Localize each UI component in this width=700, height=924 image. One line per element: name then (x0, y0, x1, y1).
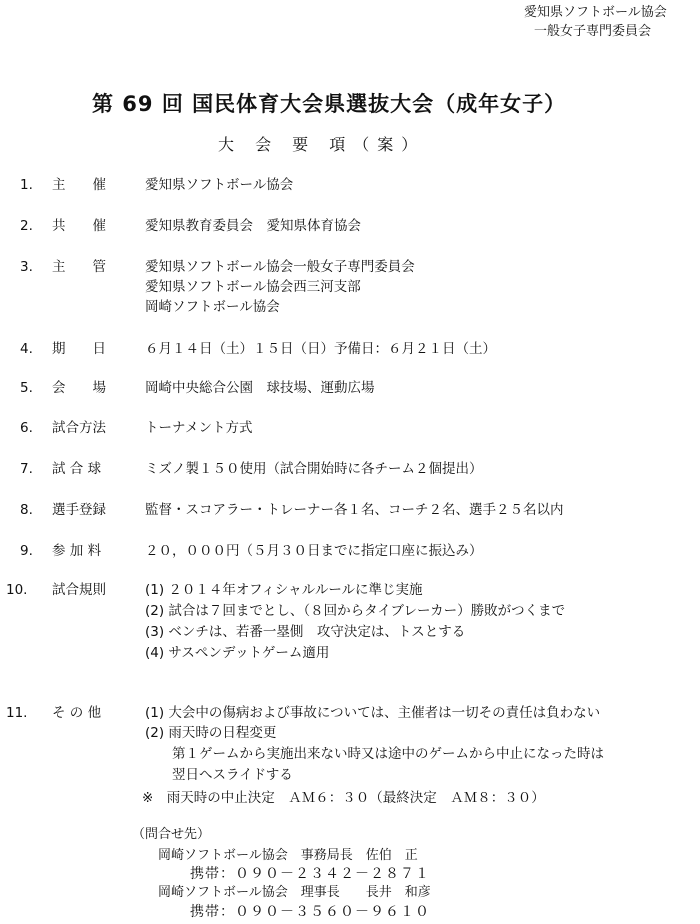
item-label: そ の 他 (52, 705, 102, 721)
committee-name: 一般女子専門委員会 (534, 24, 652, 39)
item-number: 9. (20, 543, 33, 559)
item-label: 主 催 (52, 177, 106, 193)
rule-line: (4) サスペンデットゲーム適用 (145, 645, 330, 661)
item-value: ２０，０００円（５月３０日までに指定口座に振込み） (145, 543, 483, 559)
item-value: ミズノ製１５０使用（試合開始時に各チーム２個提出） (145, 461, 483, 477)
item-number: 11. (6, 705, 28, 721)
item-label: 共 催 (52, 218, 106, 234)
item-label: 会 場 (52, 380, 106, 396)
item-value: 愛知県ソフトボール協会西三河支部 (145, 279, 361, 295)
other-line: (2) 雨天時の日程変更 (145, 725, 277, 741)
contact-person: 岡崎ソフトボール協会 理事長 長井 和彦 (158, 885, 431, 900)
rule-line: (3) ベンチは、若番一塁側 攻守決定は、トスとする (145, 624, 466, 640)
item-label: 試合規則 (52, 582, 106, 598)
item-label: 選手登録 (52, 502, 106, 518)
item-value: 岡崎中央総合公園 球技場、運動広場 (145, 380, 375, 396)
item-value: ６月１４日（土）１５日（日）予備日：６月２１日（土） (145, 341, 496, 357)
item-number: 6. (20, 420, 33, 436)
contact-heading: （問合せ先） (132, 827, 211, 842)
rule-line: (2) 試合は７回までとし、（８回からタイブレーカー）勝敗がつくまで (145, 603, 566, 619)
item-number: 10. (6, 582, 28, 598)
item-label: 試合方法 (52, 420, 106, 436)
item-value: 監督・スコアラー・トレーナー各１名、コーチ２名、選手２５名以内 (145, 502, 564, 518)
item-number: 1. (20, 177, 33, 193)
item-value: 愛知県教育委員会 愛知県体育協会 (145, 218, 361, 234)
other-line: ※ 雨天時の中止決定 ＡＭ６：３０（最終決定 ＡＭ８：３０） (142, 790, 545, 806)
item-value: 愛知県ソフトボール協会一般女子専門委員会 (145, 259, 415, 275)
item-value: 愛知県ソフトボール協会 (145, 177, 294, 193)
item-label: 試 合 球 (52, 461, 102, 477)
item-number: 4. (20, 341, 33, 357)
document-subtitle: 大 会 要 項（案） (218, 135, 426, 154)
contact-phone: 携帯：０９０－３５６０－９６１０ (190, 904, 430, 920)
contact-phone: 携帯：０９０－２３４２－２８７１ (190, 866, 430, 882)
rule-line: (1) ２０１４年オフィシャルルールに準じ実施 (145, 582, 423, 598)
item-label: 期 日 (52, 341, 106, 357)
organization-name: 愛知県ソフトボール協会 (524, 5, 667, 20)
item-number: 7. (20, 461, 33, 477)
item-label: 参 加 料 (52, 543, 102, 559)
other-line: 第１ゲームから実施出来ない時又は途中のゲームから中止になった時は (172, 746, 604, 762)
item-label: 主 管 (52, 259, 106, 275)
item-value: トーナメント方式 (145, 420, 253, 436)
item-value: 岡崎ソフトボール協会 (145, 299, 280, 315)
other-line: 翌日へスライドする (172, 767, 293, 783)
item-number: 5. (20, 380, 33, 396)
other-line: (1) 大会中の傷病および事故については、主催者は一切その責任は負わない (145, 705, 601, 721)
item-number: 3. (20, 259, 33, 275)
document-title: 第 69 回 国民体育大会県選抜大会（成年女子） (92, 92, 567, 116)
item-number: 8. (20, 502, 33, 518)
item-number: 2. (20, 218, 33, 234)
contact-person: 岡崎ソフトボール協会 事務局長 佐伯 正 (158, 848, 418, 863)
